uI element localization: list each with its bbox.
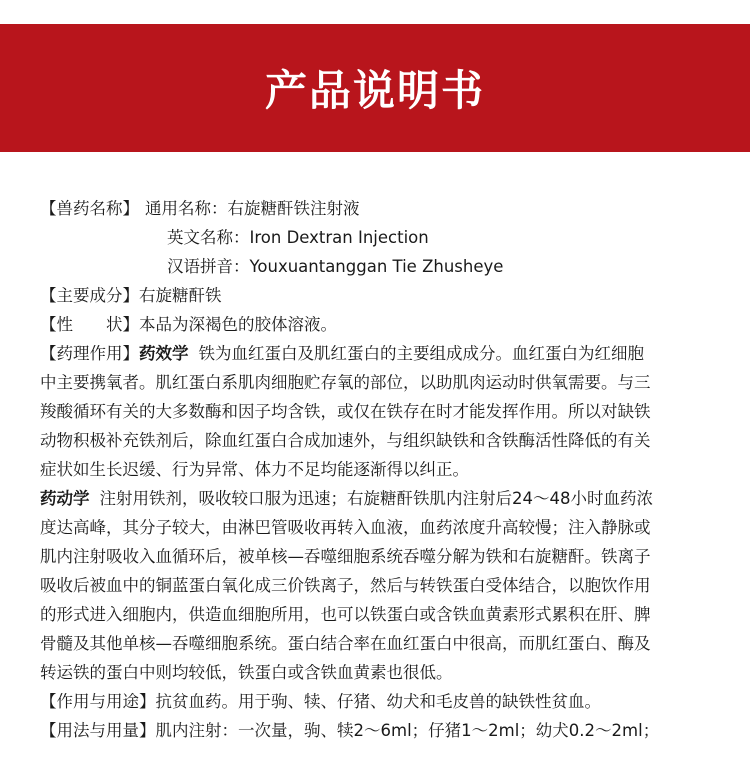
pharmacology-text-line: 铁为血红蛋白及肌红蛋白的主要组成成分。血红蛋白为红细胞 — [198, 344, 644, 363]
pharmacokinetics-text-line: 的形式进入细胞内，供造血细胞所用，也可以铁蛋白或含铁血黄素形式累积在肝、脾 — [40, 605, 651, 624]
usage-line — [40, 687, 712, 716]
pharmacokinetics-text-line: 转运铁的蛋白中则均较低，铁蛋白或含铁血黄素也很低。 — [40, 663, 453, 682]
pinyin-name: 汉语拼音：Youxuantanggan Tie Zhusheye — [167, 257, 504, 276]
pharmacology-text-line: 中主要携氧者。肌红蛋白系肌肉细胞贮存氧的部位，以助肌肉运动时供氧需要。与三 — [40, 373, 651, 392]
english-name: 英文名称：Iron Dextran Injection — [167, 228, 429, 247]
drug-name-line — [40, 194, 712, 223]
usage-text: 抗贫血药。用于驹、犊、仔猪、幼犬和毛皮兽的缺铁性贫血。 — [155, 692, 601, 711]
pharmacokinetics-line-5 — [40, 600, 712, 629]
property-line — [40, 310, 712, 339]
pharmacokinetics-line-7 — [40, 658, 712, 687]
pharmacology-line-2 — [40, 368, 712, 397]
pharmacology-text-line: 羧酸循环有关的大多数酶和因子均含铁，或仅在铁存在时才能发挥作用。所以对缺铁 — [40, 402, 651, 421]
header-banner — [0, 24, 750, 152]
generic-name: 通用名称：右旋糖酐铁注射液 — [145, 199, 360, 218]
property-text: 本品为深褐色的胶体溶液。 — [139, 315, 337, 334]
pharmacokinetics-text-line: 注射用铁剂，吸收较口服为迅速；右旋糖酐铁肌内注射后24～48小时血药浓 — [99, 489, 653, 508]
pharmacokinetics-line-3 — [40, 542, 712, 571]
pharmacology-line-5 — [40, 455, 712, 484]
pinyin-name-line — [40, 252, 712, 281]
dosage-text: 肌内注射：一次量，驹、犊2～6ml；仔猪1～2ml；幼犬0.2～2ml； — [155, 721, 660, 740]
pharmacology-line-3 — [40, 397, 712, 426]
ingredient-line — [40, 281, 712, 310]
pharmacokinetics-label: 药动学 — [40, 489, 90, 508]
ingredient-tag: 【主要成分】 — [40, 286, 139, 305]
pharmacokinetics-line-1 — [40, 484, 712, 513]
usage-tag: 【作用与用途】 — [40, 692, 156, 711]
pharmacology-text-line: 症状如生长迟缓、行为异常、体力不足均能逐渐得以纠正。 — [40, 460, 469, 479]
english-name-line — [40, 223, 712, 252]
pharmacology-tag: 【药理作用】 — [40, 344, 139, 363]
pharmacokinetics-line-4 — [40, 571, 712, 600]
pharmacodynamics-label: 药效学 — [139, 344, 189, 363]
pharmacology-line-4 — [40, 426, 712, 455]
page-title: 产品说明书 — [264, 66, 485, 115]
instruction-body — [40, 194, 712, 745]
drug-name-tag: 【兽药名称】 — [40, 199, 139, 218]
property-tag: 【性 状】 — [40, 315, 139, 334]
pharmacokinetics-line-6 — [40, 629, 712, 658]
dosage-tag: 【用法与用量】 — [40, 721, 156, 740]
pharmacokinetics-text-line: 吸收后被血中的铜蓝蛋白氧化成三价铁离子，然后与转铁蛋白受体结合，以胞饮作用 — [40, 576, 651, 595]
pharmacokinetics-text-line: 度达高峰，其分子较大，由淋巴管吸收再转入血液，血药浓度升高较慢；注入静脉或 — [40, 518, 651, 537]
pharmacokinetics-text-line: 骨髓及其他单核—吞噬细胞系统。蛋白结合率在血红蛋白中很高，而肌红蛋白、酶及 — [40, 634, 651, 653]
pharmacology-line-1 — [40, 339, 712, 368]
dosage-line — [40, 716, 712, 745]
pharmacology-text-line: 动物积极补充铁剂后，除血红蛋白合成加速外，与组织缺铁和含铁酶活性降低的有关 — [40, 431, 651, 450]
pharmacokinetics-line-2 — [40, 513, 712, 542]
ingredient-text: 右旋糖酐铁 — [139, 286, 222, 305]
pharmacokinetics-text-line: 肌内注射吸收入血循环后，被单核—吞噬细胞系统吞噬分解为铁和右旋糖酐。铁离子 — [40, 547, 651, 566]
